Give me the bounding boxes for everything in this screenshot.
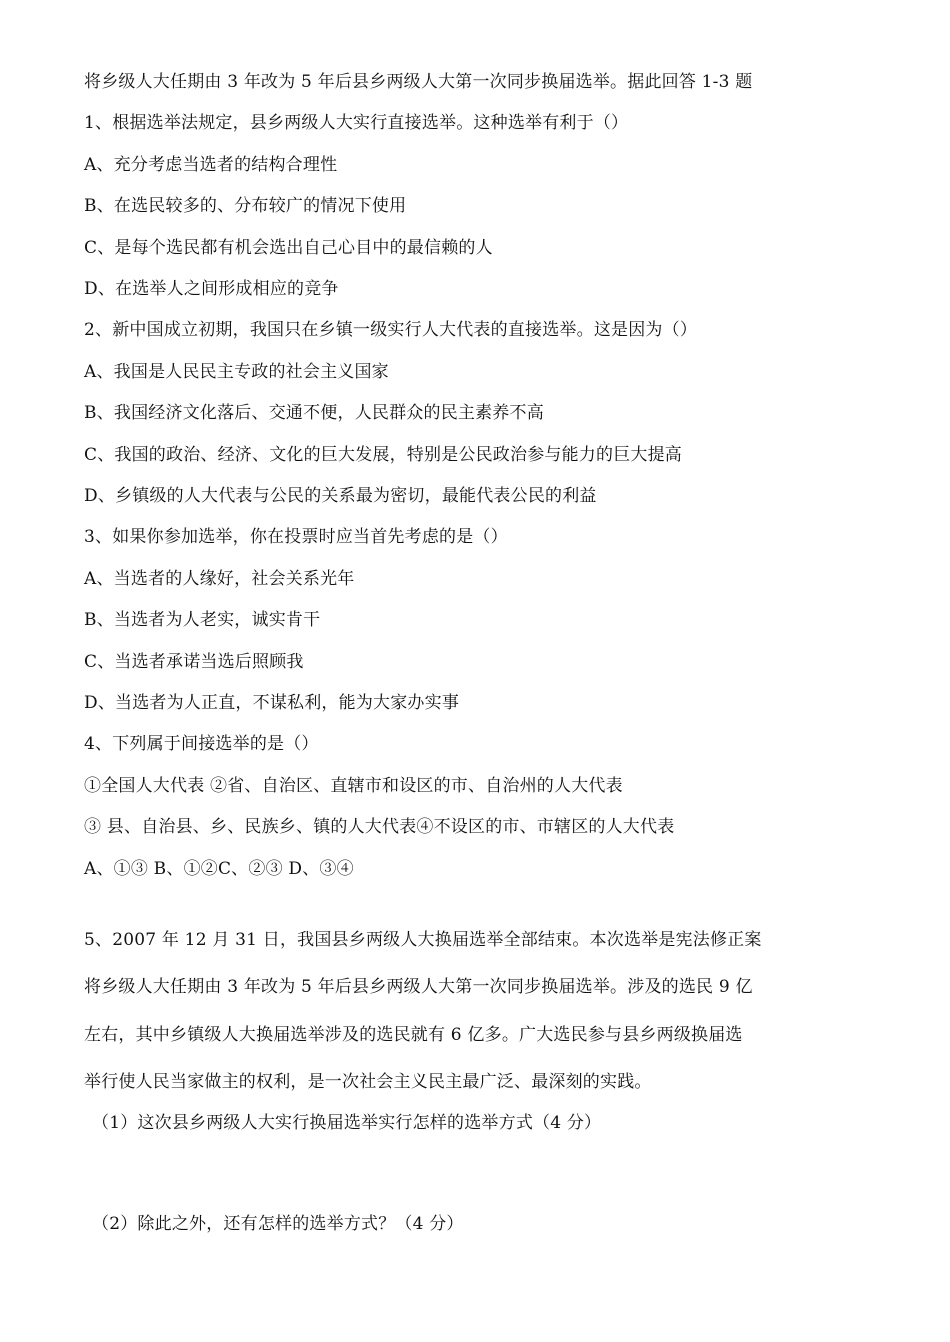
question-5-text-line-1: 5、2007 年 12 月 31 日，我国县乡两级人大换届选举全部结束。本次选举是宪法修正案 [84,930,762,950]
question-2-option-d: D、乡镇级的人大代表与公民的关系最为密切，最能代表公民的利益 [84,486,597,506]
question-2-stem: 2、新中国成立初期，我国只在乡镇一级实行人大代表的直接选举。这是因为（） [84,320,698,340]
question-5-text-line-4: 举行使人民当家做主的权利，是一次社会主义民主最广泛、最深刻的实践。 [84,1072,652,1092]
question-5-subquestion-1: （1）这次县乡两级人大实行换届选举实行怎样的选举方式（4 分） [92,1113,602,1133]
question-4-items-line-1: ①全国人大代表 ②省、自治区、直辖市和设区的市、自治州的人大代表 [84,776,623,796]
question-3-option-a: A、当选者的人缘好，社会关系光年 [84,569,355,589]
question-5-text-line-2: 将乡级人大任期由 3 年改为 5 年后县乡两级人大第一次同步换届选举。涉及的选民 9 亿 [84,977,753,997]
question-3-option-b: B、当选者为人老实，诚实肯干 [84,610,321,630]
question-5-subquestion-2: （2）除此之外，还有怎样的选举方式？（4 分） [92,1214,464,1234]
question-2-option-c: C、我国的政治、经济、文化的巨大发展，特别是公民政治参与能力的巨大提高 [84,445,683,465]
question-1-option-c: C、是每个选民都有机会选出自己心目中的最信赖的人 [84,238,493,258]
question-2-option-a: A、我国是人民民主专政的社会主义国家 [84,362,389,382]
intro-text: 将乡级人大任期由 3 年改为 5 年后县乡两级人大第一次同步换届选举。据此回答 1-3 题 [84,72,753,92]
question-3-stem: 3、如果你参加选举，你在投票时应当首先考虑的是（） [84,527,508,547]
question-3-option-d: D、当选者为人正直，不谋私利，能为大家办实事 [84,693,460,713]
question-2-option-b: B、我国经济文化落后、交通不便，人民群众的民主素养不高 [84,403,544,423]
question-4-stem: 4、下列属于间接选举的是（） [84,734,319,754]
question-1-option-b: B、在选民较多的、分布较广的情况下使用 [84,196,407,216]
question-4-options: A、①③ B、①②C、②③ D、③④ [84,859,354,879]
question-5-text-line-3: 左右，其中乡镇级人大换届选举涉及的选民就有 6 亿多。广大选民参与县乡两级换届选 [84,1025,743,1045]
question-1-option-d: D、在选举人之间形成相应的竞争 [84,279,339,299]
question-1-option-a: A、充分考虑当选者的结构合理性 [84,155,338,175]
question-3-option-c: C、当选者承诺当选后照顾我 [84,652,304,672]
question-1-stem: 1、根据选举法规定，县乡两级人大实行直接选举。这种选举有利于（） [84,113,629,133]
question-4-items-line-2: ③ 县、自治县、乡、民族乡、镇的人大代表④不设区的市、市辖区的人大代表 [84,817,675,837]
